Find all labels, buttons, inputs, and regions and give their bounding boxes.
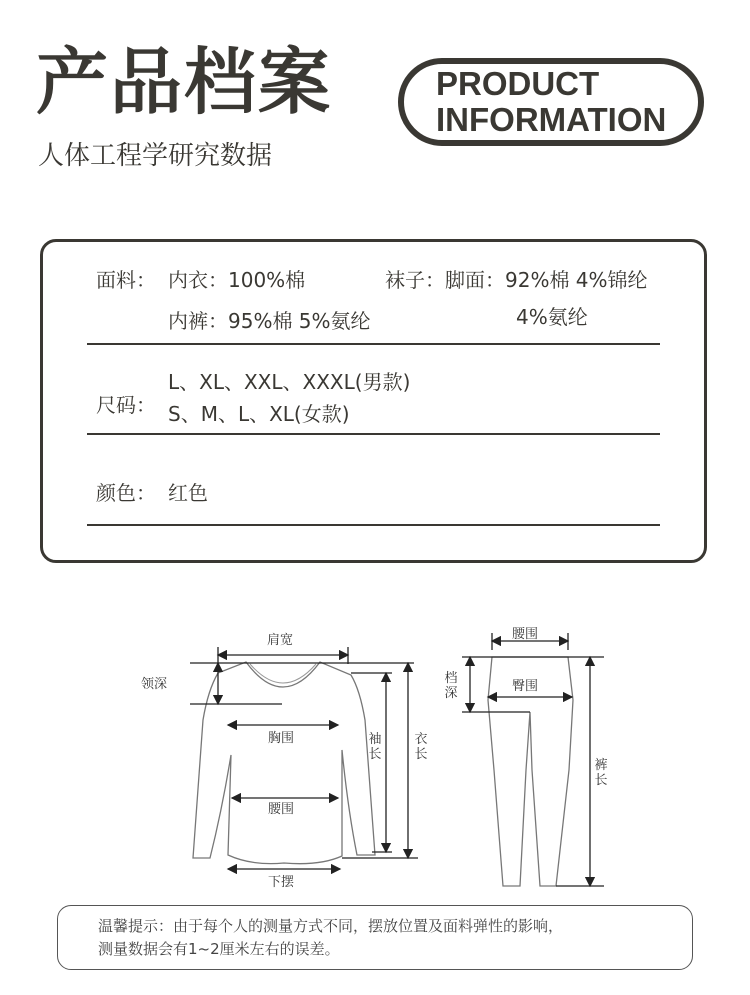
label-hem: 下摆 bbox=[268, 875, 295, 890]
label-hip: 臀围 bbox=[512, 679, 539, 694]
note-line-1: 温馨提示：由于每个人的测量方式不同，摆放位置及面料弹性的影响， bbox=[98, 917, 564, 935]
page-title: 产品档案 bbox=[36, 40, 333, 124]
top-garment-outline bbox=[193, 662, 375, 864]
divider bbox=[87, 433, 660, 435]
label-chest: 胸围 bbox=[268, 731, 295, 746]
label-waist-pants: 腰围 bbox=[512, 627, 539, 642]
label-pants-length: 裤长 bbox=[594, 758, 608, 788]
label-waist-top: 腰围 bbox=[268, 802, 295, 817]
label-shoulder-width: 肩宽 bbox=[267, 633, 294, 648]
note-line-2: 测量数据会有1~2厘米左右的误差。 bbox=[98, 940, 340, 958]
color-label: 颜色： bbox=[96, 481, 156, 505]
label-crotch-depth: 档深 bbox=[444, 671, 458, 701]
fabric-socks: 袜子：脚面：92%棉 4%锦纶 bbox=[385, 268, 648, 292]
size-women: S、M、L、XL(女款) bbox=[168, 402, 350, 426]
measurement-note bbox=[57, 905, 693, 970]
divider bbox=[87, 343, 660, 345]
divider bbox=[87, 524, 660, 526]
badge-line-1: PRODUCT bbox=[436, 65, 600, 102]
badge-line-2: INFORMATION bbox=[436, 101, 667, 138]
size-men: L、XL、XXL、XXXL(男款) bbox=[168, 370, 411, 394]
size-label: 尺码： bbox=[96, 393, 156, 417]
page-subtitle: 人体工程学研究数据 bbox=[38, 141, 273, 171]
color-value: 红色 bbox=[168, 481, 208, 505]
fabric-inner-pants: 内裤：95%棉 5%氨纶 bbox=[168, 309, 371, 333]
label-top-length: 衣长 bbox=[414, 732, 428, 762]
fabric-label: 面料： bbox=[96, 268, 156, 292]
label-sleeve-length: 袖长 bbox=[368, 732, 382, 762]
fabric-inner-top: 内衣：100%棉 bbox=[168, 268, 306, 292]
label-neck-depth: 领深 bbox=[141, 677, 168, 692]
product-information-badge bbox=[398, 58, 704, 146]
fabric-socks-cont: 4%氨纶 bbox=[516, 305, 588, 329]
